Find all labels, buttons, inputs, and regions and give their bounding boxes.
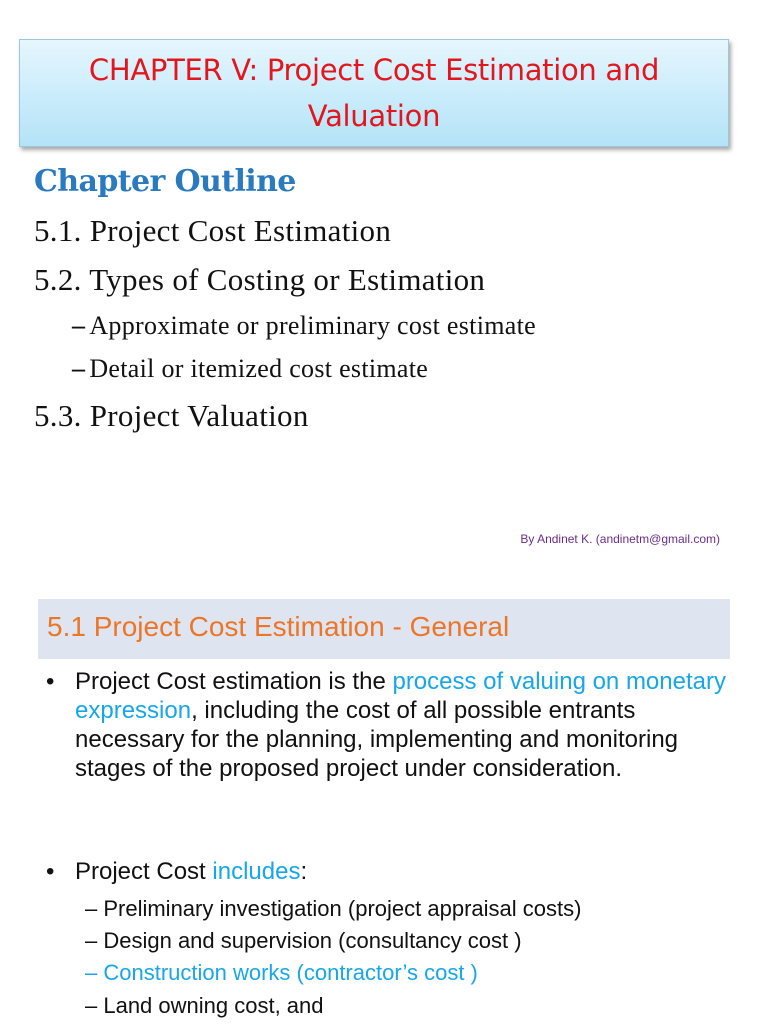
bullet-dot: • (46, 858, 55, 885)
cost-item: – Preliminary investigation (project appraisal costs) (85, 896, 582, 921)
outline-item-5-2: 5.2. Types of Costing or Estimation (34, 262, 486, 297)
bullet-highlight: includes (212, 858, 301, 885)
bullet-dot: • (46, 668, 55, 695)
outline-subitem (72, 311, 536, 341)
dash: – (72, 311, 86, 340)
bullet-text-part: , including the cost of all possible entrants necessary for the planning, implementing and monitoring stages of the proposed project under consideration. (75, 697, 679, 782)
outline-subitem (72, 354, 428, 384)
chapter-title-line-1: CHAPTER V: Project Cost Estimation and (88, 53, 660, 87)
outline-item-5-3: 5.3. Project Valuation (34, 398, 309, 433)
bullet-text-part: : (300, 858, 308, 885)
outline-item-5-1: 5.1. Project Cost Estimation (34, 213, 392, 248)
slide-2 (0, 575, 768, 1024)
cost-item-highlighted: – Construction works (contractor’s cost ) (85, 960, 478, 985)
outline-subitem-text: Approximate or preliminary cost estimate (89, 311, 536, 340)
chapter-title (89, 47, 659, 139)
chapter-title-line-2: Valuation (307, 99, 441, 133)
bullet-text (75, 857, 735, 886)
bullet-text-part: Project Cost estimation is the (75, 668, 393, 695)
title-box (19, 39, 729, 147)
dash: – (72, 354, 86, 383)
outline-heading: Chapter Outline (34, 164, 296, 199)
bullet-text-part: Project Cost (75, 858, 213, 885)
cost-item: – Design and supervision (consultancy cost ) (85, 928, 522, 953)
section-title: 5.1 Project Cost Estimation - General (47, 611, 510, 642)
bullet-text (75, 667, 735, 783)
bullet-highlight: process of valuing on monetary expression (75, 668, 726, 724)
outline-subitem-text: Detail or itemized cost estimate (89, 354, 429, 383)
author-credit: By Andinet K. (andinetm@gmail.com) (520, 532, 720, 546)
cost-item: – Land owning cost, and (85, 993, 324, 1018)
